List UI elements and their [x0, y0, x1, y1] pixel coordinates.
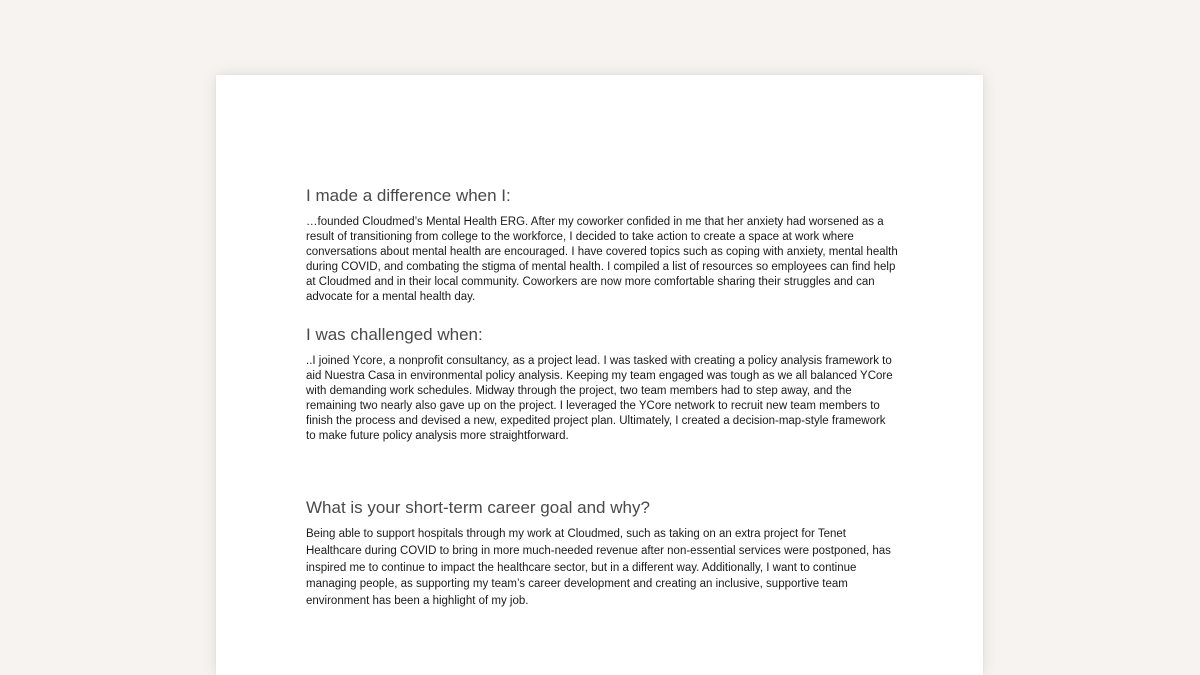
section-heading-difference: I made a difference when I:: [306, 186, 511, 205]
document-page: [216, 75, 983, 675]
section-body-difference: …founded Cloudmed’s Mental Health ERG. After my coworker confided in me that her anxiety had worsened as a result of transitioning from college to the workforce, I decided to take action to create a space at work where conversations about mental health are encouraged. I have covered topics such as coping with anxiety, mental health during COVID, and combating the stigma of mental health. I compiled a list of resources so employees can find help at Cloudmed and in their local community. Coworkers are now more comfortable sharing their struggles and can advocate for a mental health day.: [306, 216, 898, 303]
section-body-career-goal: Being able to support hospitals through my work at Cloudmed, such as taking on an extra project for Tenet Healthcare during COVID to bring in more much-needed revenue after non-essential services were postponed, has inspired me to continue to impact the healthcare sector, but in a different way. Additionally, I want to continue managing people, as supporting my team’s career development and creating an inclusive, supportive team environment has been a highlight of my job.: [306, 528, 891, 608]
section-heading-challenged: I was challenged when:: [306, 325, 483, 344]
section-body-challenged: ..I joined Ycore, a nonprofit consultancy, as a project lead. I was tasked with creating a policy analysis framework to aid Nuestra Casa in environmental policy analysis. Keeping my team engaged was tough as we all balanced YCore with demanding work schedules. Midway through the project, two team members had to step away, and the remaining two nearly also gave up on the project. I leveraged the YCore network to recruit new team members to finish the process and devised a new, expedited project plan. Ultimately, I created a decision-map-style framework to make future policy analysis more straightforward.: [306, 355, 893, 442]
section-heading-career-goal: What is your short-term career goal and why?: [306, 498, 650, 517]
